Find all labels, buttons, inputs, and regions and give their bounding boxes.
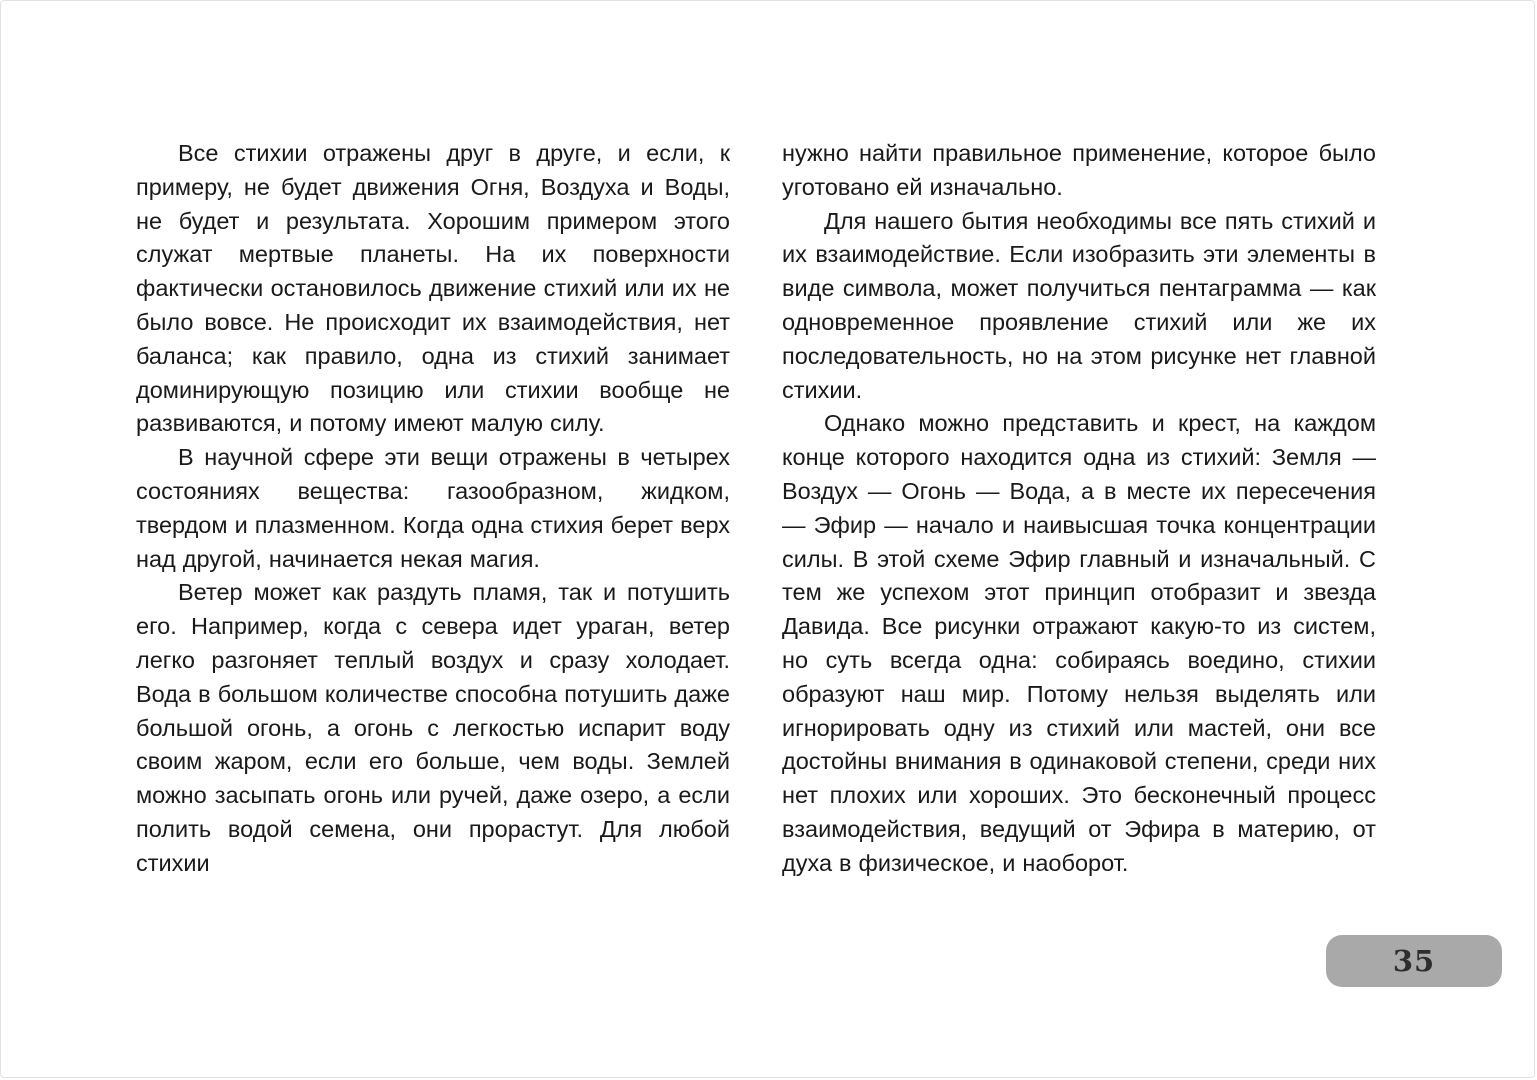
paragraph: Однако можно представить и крест, на каждом конце которого находится одна из стихий: Земля — Воздух — Огонь — Вода, а в месте их пересечения — Эфир — начало и наивысшая точка концентрации силы. В этой схеме Эфир главный и изначальный. С тем же успехом этот принцип отобразит и звезда Давида. Все рисунки отражают какую-то из систем, но суть всегда одна: собираясь воедино, стихии образуют наш мир. Потому нельзя выделять или игнорировать одну из стихий или мастей, они все достойны внимания в одинаковой степени, среди них нет плохих или хороших. Это бесконечный процесс взаимодействия, ведущий от Эфира в материю, от духа в физическое, и наоборот.	[782, 410, 1376, 876]
page-number: 35	[1392, 944, 1436, 978]
paragraph: Ветер может как раздуть пламя, так и потушить его. Например, когда с севера идет ураган, ветер легко разгоняет теплый воздух и сразу холодает. Вода в большом количестве способна потушить даже большой огонь, а огонь с легкостью испарит воду своим жаром, если его больше, чем воды. Землей можно засыпать огонь или ручей, даже озеро, а если полить водой семена, они прорастут. Для любой стихии	[136, 579, 730, 876]
paragraph: Для нашего бытия необходимы все пять стихий и их взаимодействие. Если изобразить эти элементы в виде символа, может получиться пентаграмма — как одновременное проявление стихий или же их последовательность, но на этом рисунке нет главной стихии.	[782, 207, 1376, 403]
paragraph-continuation: нужно найти правильное применение, которое было уготовано ей изначально.	[782, 140, 1376, 200]
left-text-column	[136, 137, 730, 881]
paragraph: В научной сфере эти вещи отражены в четырех состояниях вещества: газообразном, жидком, твердом и плазменном. Когда одна стихия берет верх над другой, начинается некая магия.	[136, 444, 730, 572]
paragraph: Все стихии отражены друг в друге, и если, к примеру, не будет движения Огня, Воздуха и Воды, не будет и результата. Хорошим примером этого служат мертвые планеты. На их поверхности фактически остановилось движение стихий или их не было вовсе. Не происходит их взаимодействия, нет баланса; как правило, одна из стихий занимает доминирующую позицию или стихии вообще не развиваются, и потому имеют малую силу.	[136, 140, 730, 437]
page-number-badge	[1326, 935, 1502, 987]
right-text-column	[782, 137, 1376, 881]
